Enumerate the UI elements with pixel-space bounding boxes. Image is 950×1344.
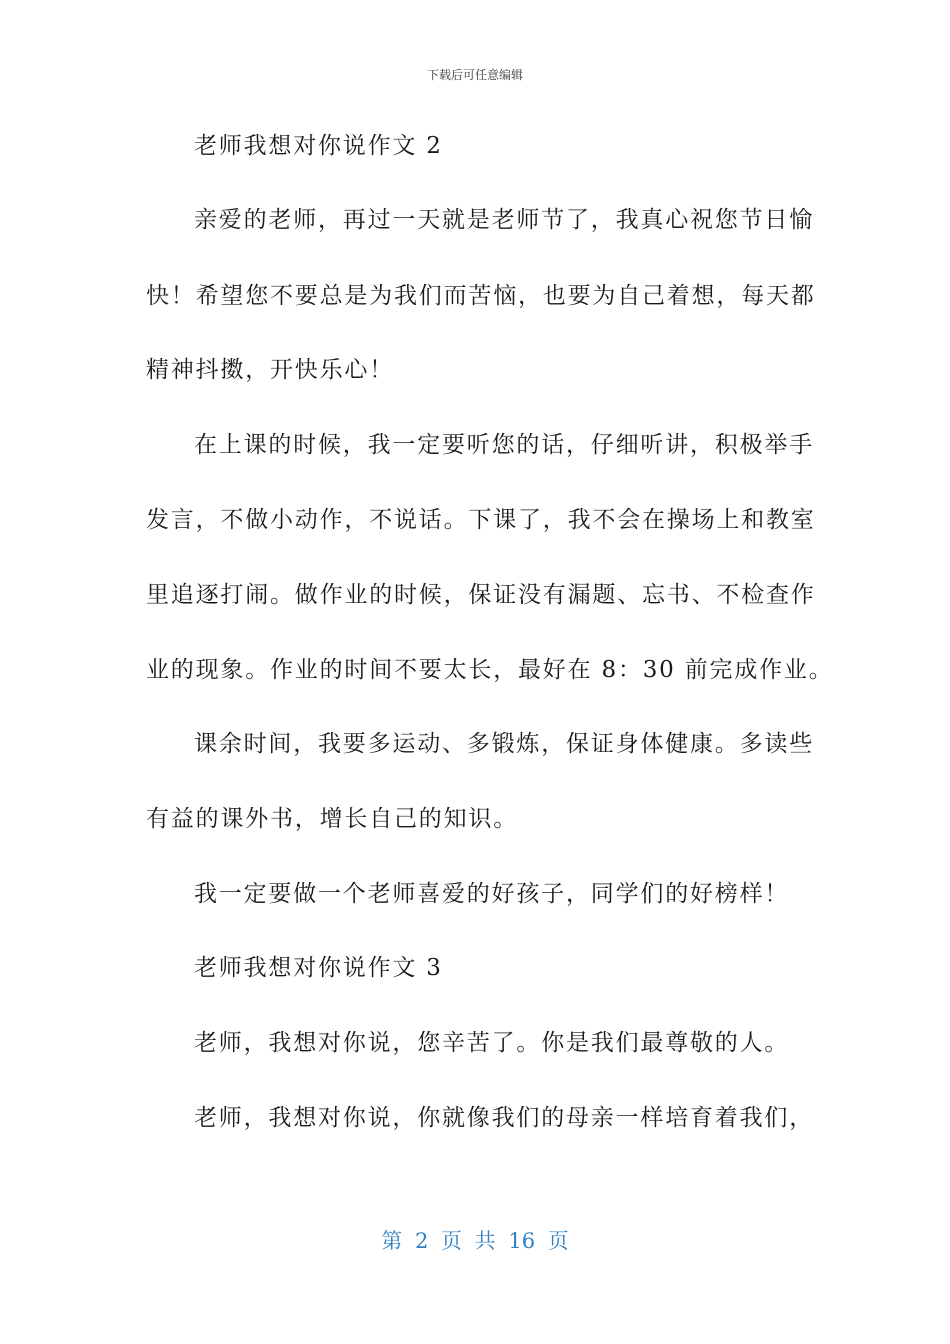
paragraph-line: 有益的课外书，增长自己的知识。 — [146, 806, 518, 832]
paragraph-line: 发言，不做小动作，不说话。下课了，我不会在操场上和教室 — [146, 507, 816, 533]
paragraph-line: 业的现象。作业的时间不要太长，最好在 8：30 前完成作业。 — [146, 657, 834, 683]
paragraph-line: 快！希望您不要总是为我们而苦恼，也要为自己着想，每天都 — [146, 283, 816, 309]
page-number: 第 2 页 共 16 页 — [381, 1229, 569, 1253]
paragraph-line: 在上课的时候，我一定要听您的话，仔细听讲，积极举手 — [194, 432, 814, 458]
paragraph-line: 老师，我想对你说，您辛苦了。你是我们最尊敬的人。 — [194, 1030, 790, 1056]
paragraph-line: 里追逐打闹。做作业的时候，保证没有漏题、忘书、不检查作 — [146, 582, 816, 608]
paragraph-line: 精神抖擞，开快乐心！ — [146, 357, 394, 383]
paragraph-line: 老师，我想对你说，你就像我们的母亲一样培育着我们， — [194, 1105, 814, 1131]
paragraph-line: 课余时间，我要多运动、多锻炼，保证身体健康。多读些 — [194, 731, 814, 757]
download-note: 下载后可任意编辑 — [426, 68, 523, 82]
paragraph-line: 我一定要做一个老师喜爱的好孩子，同学们的好榜样！ — [194, 881, 790, 907]
section-title: 老师我想对你说作文 3 — [194, 955, 443, 981]
section-title: 老师我想对你说作文 2 — [194, 133, 443, 159]
paragraph-line: 亲爱的老师，再过一天就是老师节了，我真心祝您节日愉 — [194, 207, 814, 233]
